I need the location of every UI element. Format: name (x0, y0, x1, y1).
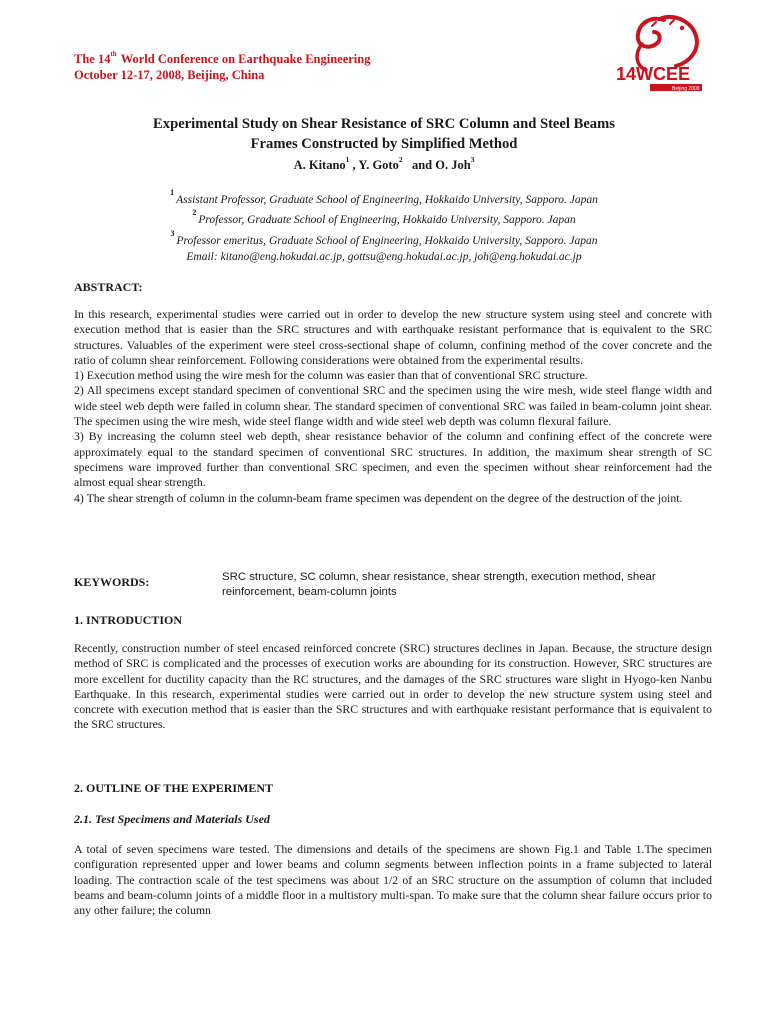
abstract-body (74, 307, 712, 506)
abstract-paragraph: 2) All specimens except standard specimen of conventional SRC and the specimen using the wire mesh, wide steel flange width and wide steel web depth were failed in column shear. The standard specimen of conventional SRC was failed in beam-column joint shear. The specimen using the wire mesh, wide steel flange width and wide steel web depth was column flexural failure. (74, 383, 712, 429)
outline-paragraph: A total of seven specimens ware tested. The dimensions and details of the specimens are shown Fig.1 and Table 1.The specimen configuration represented upper and lower beams and column segments between inflection points in a frame subjected to lateral loading. The contraction scale of the test specimens was about 1/2 of an SRC structure on the assumption of column that included beams and beam-column joints of a middle floor in a multistory multi-span. To make sure that the column shear failure occurs prior to any other failure; the column (74, 842, 712, 918)
affiliation-3: $^3$Professor emeritus, Graduate School of Engineering, Hokkaido University, Sapporo. Japan (170, 228, 598, 247)
abstract-paragraph: 1) Execution method using the wire mesh for the column was easier than that of conventional SRC structure. (74, 368, 588, 383)
introduction-heading: 1. INTRODUCTION (74, 613, 183, 627)
abstract-paragraph: In this research, experimental studies were carried out in order to develop the new structure system using steel and concrete with execution method that is easier than the SRC structures and with earthquake resistant performance that is equivalent to the SRC structures. Valuables of the experiment were steel cross-sectional shape of column, confining method of the cover concrete and the ratio of column shear reinforcement. Following considerations were obtained from the experimental results. (74, 307, 712, 367)
wcee-logo (612, 14, 712, 96)
author-sup: 2 (398, 155, 403, 164)
conference-header (74, 48, 370, 83)
conference-dates: October 12-17, 2008, Beijing, China (74, 68, 265, 83)
author-sup: 3 (470, 155, 475, 164)
logo-subtext: Beijing 2008 (672, 86, 700, 92)
conference-title: The 14th World Conference on Earthquake Engineering (74, 50, 371, 67)
title-line-1: Experimental Study on Shear Resistance of SRC Column and Steel Beams (153, 116, 615, 132)
subsection-heading: 2.1. Test Specimens and Materials Used (74, 812, 270, 826)
introduction-body (74, 641, 712, 733)
author-name: Y. Goto (358, 158, 399, 173)
affiliation-2: $^2$Professor, Graduate School of Engineering, Hokkaido University, Sapporo. Japan (192, 208, 576, 227)
paper-title (60, 114, 708, 154)
abstract-heading: ABSTRACT: (74, 280, 143, 294)
affiliation-1: $^1$Assistant Professor, Graduate School of Engineering, Hokkaido University, Sapporo. Japan (170, 188, 598, 206)
introduction-paragraph: Recently, construction number of steel encased reinforced concrete (SRC) structures declines in Japan. Because, the structure design method of SRC is complicated and the processes of execution works are abounding for its construction. However, SRC structures are more excellent for ductility capacity than the RC structures, and the damages of the SRC structures ware slight in Hyogo-ken Nanbu Earthquake. In this research, experimental studies were carried out in order to develop the new structure system using steel and concrete with execution method that is easier than the SRC structures and with earthquake resistant performance that is equivalent to the SRC structures. (74, 641, 712, 732)
keywords-text: SRC structure, SC column, shear resistance, shear strength, execution method, shear reinforcement, beam-column joints (222, 571, 656, 598)
outline-body (74, 842, 712, 918)
author-name: O. Joh (435, 158, 471, 173)
author-sup: 1 (345, 155, 350, 164)
affiliations (60, 188, 708, 265)
email-line: Email: kitano@eng.hokudai.ac.jp, gottsu@eng.hokudai.ac.jp, joh@eng.hokudai.ac.jp (186, 250, 582, 263)
outline-heading: 2. OUTLINE OF THE EXPERIMENT (74, 781, 274, 795)
title-line-2: Frames Constructed by Simplified Method (250, 136, 518, 152)
logo-text: 14WCEE (616, 64, 691, 84)
abstract-paragraph: 4) The shear strength of column in the column-beam frame specimen was dependent on the degree of the destruction of the joint. (74, 490, 683, 505)
author-name: A. Kitano (293, 158, 346, 173)
abstract-paragraph: 3) By increasing the column steel web depth, shear resistance behavior of the column and confining effect of the concrete were approximately equal to the standard specimen of conventional SRC structures. In addition, the maximum shear strength of SC specimens ware improved further than conventional SRC specimen, and even the specimen without shear reinforcement had the almost equal shear strength. (74, 429, 712, 490)
authors: A. Kitano$^1$ , Y. Goto$^2$ and O. Joh$^3$ (293, 155, 475, 173)
keywords-label: KEYWORDS: (74, 575, 150, 589)
